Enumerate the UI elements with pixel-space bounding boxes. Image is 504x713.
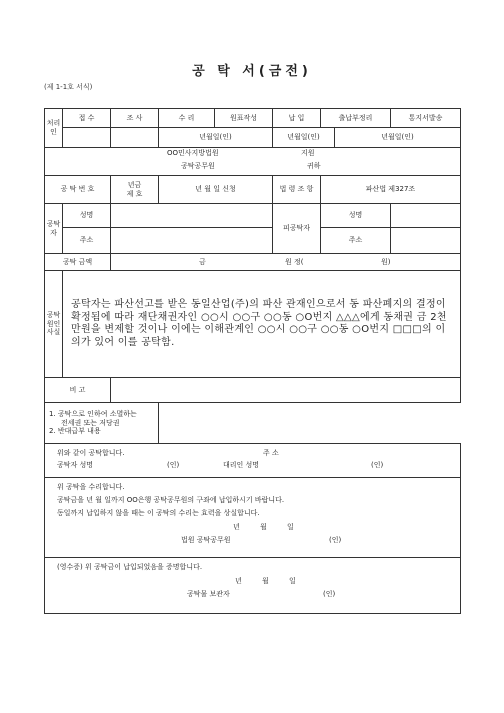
extinction-cell [45,403,159,444]
court-branch: 지원 [301,149,315,157]
court-honorific: 귀하 [307,162,321,170]
remarks-field[interactable] [111,378,461,403]
declaration-agent-name: 대리인 성명 [223,461,260,469]
receipt-seal: (인) [323,590,336,598]
receipt-date: 년 월 일 [235,577,296,585]
extinction-line3: 2. 반대급부 내용 [49,427,101,436]
payment-date[interactable]: 년월일(인) [273,128,335,148]
law-value[interactable]: 파산법 제327조 [321,176,461,204]
declaration-seal1: (인) [167,461,180,469]
acceptance-date[interactable]: 년월일(인) [159,128,273,148]
depositee-name-label: 성명 [321,204,391,228]
notice-date[interactable]: 년월일(인) [335,128,461,148]
form-number: (제 1-1호 서식) [44,83,93,91]
court-name: OO민사지방법원 [167,149,219,157]
remarks-label: 비 고 [45,378,111,403]
acceptance-seal: (인) [329,536,342,544]
depositor-label: 공탁자 [45,204,63,254]
declaration-block [45,444,461,478]
extinction-blank [159,403,461,444]
depositor-address-field[interactable] [111,228,273,254]
acceptance-block [45,478,461,558]
amount-unit-close: 원) [381,257,391,266]
cause-label: 공탁원인사실 [45,271,63,378]
deposit-number-label: 공 탁 번 호 [45,176,111,204]
receipt-keeper: 공탁물 보관자 [187,590,230,598]
deposit-form-table [44,108,461,614]
declaration-address: 주 소 [263,449,279,457]
depositor-name-field[interactable] [111,204,273,228]
acceptance-line2: 공탁금을 년 월 일까지 OO은행 공탁공무원의 구좌에 납입하시기 바랍니다. [57,496,285,504]
receipt-block [45,558,461,614]
amount-label: 공탁 금액 [45,254,111,271]
depositee-label: 피공탁자 [273,204,321,254]
acceptance-officer: 법원 공탁공무원 [181,536,231,544]
amount-won-label: 금 [199,257,206,266]
amount-unit: 원 정( [285,257,304,266]
court-officer: 공탁공무원 [181,162,215,170]
depositor-address-label: 주소 [63,228,111,254]
depositee-address-field[interactable] [391,228,461,254]
notice-header: 통지서발송 [391,109,461,128]
apply-date[interactable]: 년 월 일 신청 [159,176,273,204]
ledger-header: 원표작성 [215,109,273,128]
depositor-name-label: 성명 [63,204,111,228]
receipt-header: 접 수 [63,109,111,128]
acceptance-line1: 위 공탁을 수리합니다. [57,483,125,491]
declaration-seal2: (인) [371,461,384,469]
payment-header: 납 입 [273,109,321,128]
form-title: 공 탁 서(금전) [192,64,312,79]
declaration-line: 위와 같이 공탁합니다. [57,449,125,457]
acceptance-line3: 동일까지 납입하지 않을 때는 이 공탁의 수리는 효력을 상실합니다. [57,509,260,517]
receipt-sign-cell[interactable] [63,128,111,148]
court-cell [45,148,461,176]
extinction-line2: 전세권 또는 저당권 [61,418,120,427]
acceptance-date: 년 월 일 [233,523,294,531]
amount-cell[interactable] [111,254,461,271]
cause-text[interactable]: 공탁자는 파산선고를 받은 동일산업(주)의 파산 관재인으로서 동 파산폐지의 결정이 확정됨에 따라 재단채권자인 ○○시 ○○구 ○○동 ○O번지 △△△에게 동채권 금 2천만원을 변제할 것이나 이에는 이해관계인 ○○시 ○○구 ○○동 ○O번지 □□□의 이의가 있어 이를 공탁함. [63,271,461,378]
processing-label: 처리인 [45,109,63,148]
depositee-name-field[interactable] [391,204,461,228]
cash-book-header: 출납부정리 [321,109,391,128]
investigation-sign-cell[interactable] [111,128,159,148]
depositee-address-label: 주소 [321,228,391,254]
law-label: 법 령 조 항 [273,176,321,204]
year-case[interactable]: 년금 제 호 [111,176,159,204]
declaration-depositor-name: 공탁자 성명 [57,461,94,469]
extinction-line1: 1. 공탁으로 인하여 소멸하는 [49,409,137,418]
acceptance-header: 수 리 [159,109,215,128]
investigation-header: 조 사 [111,109,159,128]
receipt-line1: (영수증) 위 공탁금이 납입되었음을 증명합니다. [57,563,203,571]
